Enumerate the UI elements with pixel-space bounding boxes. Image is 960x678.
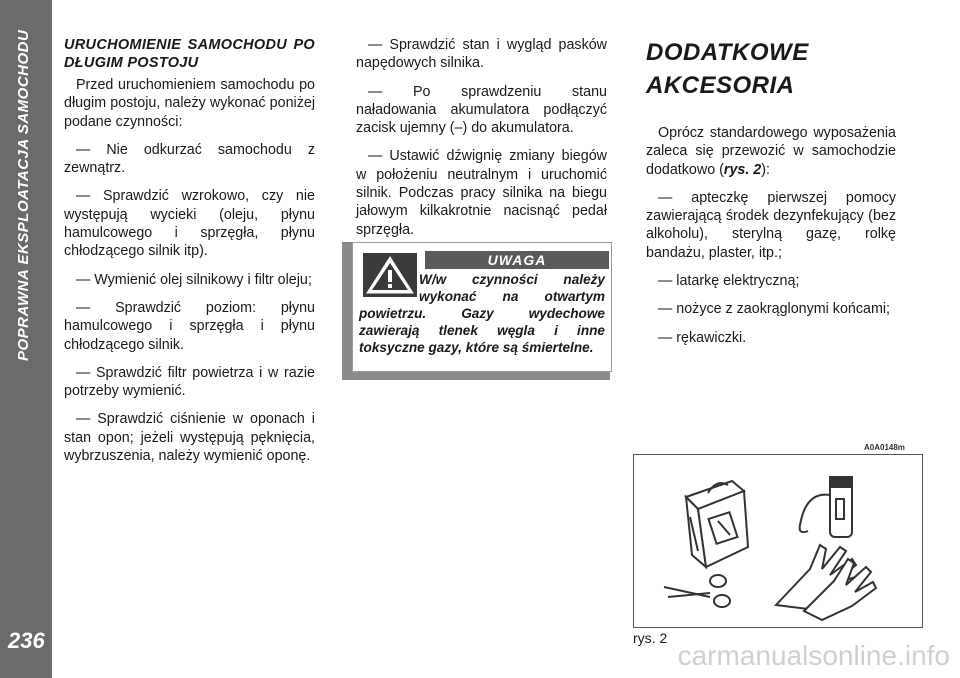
list-item: — rękawiczki. [658,329,747,346]
list-item: — apteczkę pierwszej pomocy zawierającą środek dezynfekujący (bez alkoholu), sterylną gazę, rolkę bandażu, plaster, itp.; [646,189,896,261]
figure-illustration [633,454,923,628]
heading-accessories: DODATKOWE AKCESORIA [646,39,809,99]
figure-code: A0A0148m [864,443,905,452]
warning-title: UWAGA [425,251,609,269]
warning-box [342,242,610,380]
warning-text: W/w czynności należy wykonać na otwartym powietrzu. Gazy wydechowe zawierają tlenek węgla i inne toksyczne gazy, które są śmiertelne. [359,272,605,355]
section-title: POPRAWNA EKSPLOATACJA SAMOCHODU [15,30,32,362]
list-item: — Sprawdzić stan i wygląd pasków napędowych silnika. [356,37,607,72]
page-number: 236 [8,628,45,653]
list-item: — Ustawić dźwignię zmiany biegów w położeniu neutralnym i uruchomić silnik. Podczas pracy silnika na biegu jałowym kilkakrotnie nacisnąć pedał sprzęgła. [356,148,607,238]
list-item: — nożyce z zaokrąglonymi końcami; [658,301,891,318]
list-item: — Sprawdzić filtr powietrza i w razie potrzeby wymienić. [64,364,315,400]
column-3 [646,36,896,357]
list-item: — Sprawdzić poziom: płynu hamulcowego i sprzęgła i płynu chłodzącego silnik. [64,299,315,353]
side-band [0,0,52,678]
scissors-icon [664,575,730,607]
intro-end: ): [761,161,770,178]
paragraph: Przed uruchomieniem samochodu po długim postoju, należy wykonać poniżej podane czynności: [64,77,315,130]
paragraph [646,124,896,179]
list-item: — latarkę elektryczną; [658,273,800,290]
watermark: carmanualsonline.info [677,640,950,671]
warning-inner [352,242,612,372]
heading-long-stop: URUCHOMIENIE SAMOCHODU PO DŁUGIM POSTOJU [64,37,315,71]
flashlight-icon [800,477,852,537]
column-1 [64,36,315,475]
list-item: — Po sprawdzeniu stanu naładowania akumulatora podłączyć zacisk ujemny (–) do akumulatora. [356,83,607,137]
list-item: — Nie odkurzać samochodu z zewnątrz. [64,141,315,177]
figure-reference[interactable]: rys. 2 [723,161,762,178]
gloves-icon [776,545,876,620]
list-item: — Sprawdzić ciśnienie w oponach i stan opon; jeżeli występują pęknięcia, wybrzuszenia, należy wymienić oponę. [64,411,315,465]
list-item: — Wymienić olej silnikowy i filtr oleju; [76,271,312,288]
figure-caption: rys. 2 [633,630,668,646]
column-2 [356,36,607,249]
list-item: — Sprawdzić wzrokowo, czy nie występują wycieki (oleju, płynu hamulcowego i sprzęgła, płynu chłodzącego silnik itp). [64,188,315,260]
first-aid-kit-icon [686,481,748,567]
intro-text: Oprócz standardowego wyposażenia zaleca się przewozić w samochodzie dodatkowo ( [646,125,896,178]
